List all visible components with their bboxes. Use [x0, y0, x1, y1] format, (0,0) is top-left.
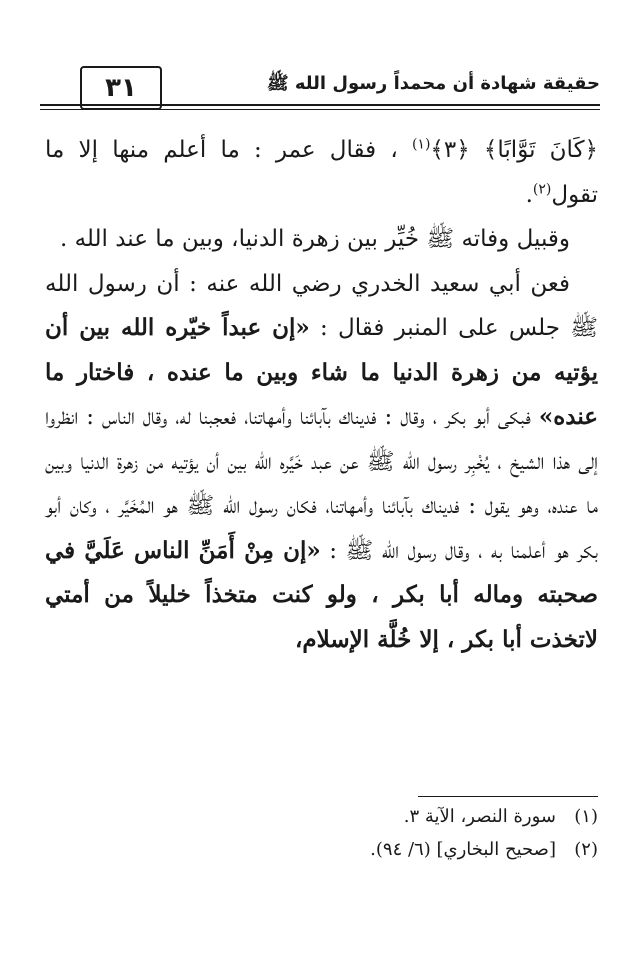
footnote-2: [45, 833, 598, 866]
paragraph-1-end: تقول: [551, 181, 598, 208]
header-rule-thin: [40, 109, 600, 110]
running-title: حقيقة شهادة أن محمداً رسول الله ﷺ: [266, 73, 600, 94]
paragraph-1-period: .: [525, 181, 533, 208]
paragraph-1-text: ، فقال عمر : ما أعلم منها إلا ما: [45, 137, 398, 163]
paragraph-2: وقبيل وفاته ﷺ خُيِّر بين زهرة الدنيا، وبين ما عند الله .: [59, 226, 570, 252]
footnotes: [45, 800, 598, 866]
footnote-marker-1: (١): [411, 136, 431, 153]
hadith-quote-2: «إن مِنْ أَمَنِّ الناس عَلَيَّ في صحبته وماله أبا بكر ، ولو كنت متخذاً خليلاً من أمتي لاتخذت أبا بكر ، إلا خُلَّة الإسلام،: [45, 536, 598, 653]
footnote-number: (١): [574, 806, 598, 827]
main-text: [45, 128, 598, 662]
footnote-text: [صحيح البخاري] (٦/ ٩٤).: [370, 839, 556, 860]
hadith-quote-1: «إن عبداً خيّره الله بين أن يؤتيه من زهرة الدنيا ما شاء وبين ما عنده ، فاختار ما عنده»: [45, 314, 598, 430]
page-number: ٣١: [80, 66, 162, 110]
paragraph-1: [45, 128, 598, 217]
footnote-1: [45, 800, 598, 833]
paragraph-3: [45, 262, 598, 663]
footnote-text: سورة النصر، الآية ٣.: [403, 806, 556, 827]
paragraph-3-narration: فبكى أبو بكر ، وقال : فديناك بآبائنا وأمهاتنا، فعجبنا له، وقال الناس : انظروا إلى هذا الشيخ ، يُخْبِر رسول الله ﷺ عن عبد خَيَّره الله بين أن يؤتيه من زهرة الدنيا وبين ما عنده، وهو يقول : فديناك بآبائنا وأمهاتنا، فكان رسول الله ﷺ هو المُخَيَّر ، وكان أبو بكر هو أعلمنا به ، وقال رسول الله ﷺ :: [45, 404, 599, 564]
footnote-marker-2: (٢): [532, 180, 552, 197]
footnote-separator: [418, 796, 598, 797]
page-header: [40, 66, 600, 114]
header-rule: [40, 104, 600, 106]
footnote-number: (٢): [574, 839, 598, 860]
paragraph-3-intro: فعن أبي سعيد الخدري رضي الله عنه : أن رسول الله ﷺ جلس على المنبر فقال :: [45, 270, 598, 341]
quran-quote: ﴿كَانَ تَوَّابًا﴾ ﴿٣﴾: [430, 137, 598, 163]
